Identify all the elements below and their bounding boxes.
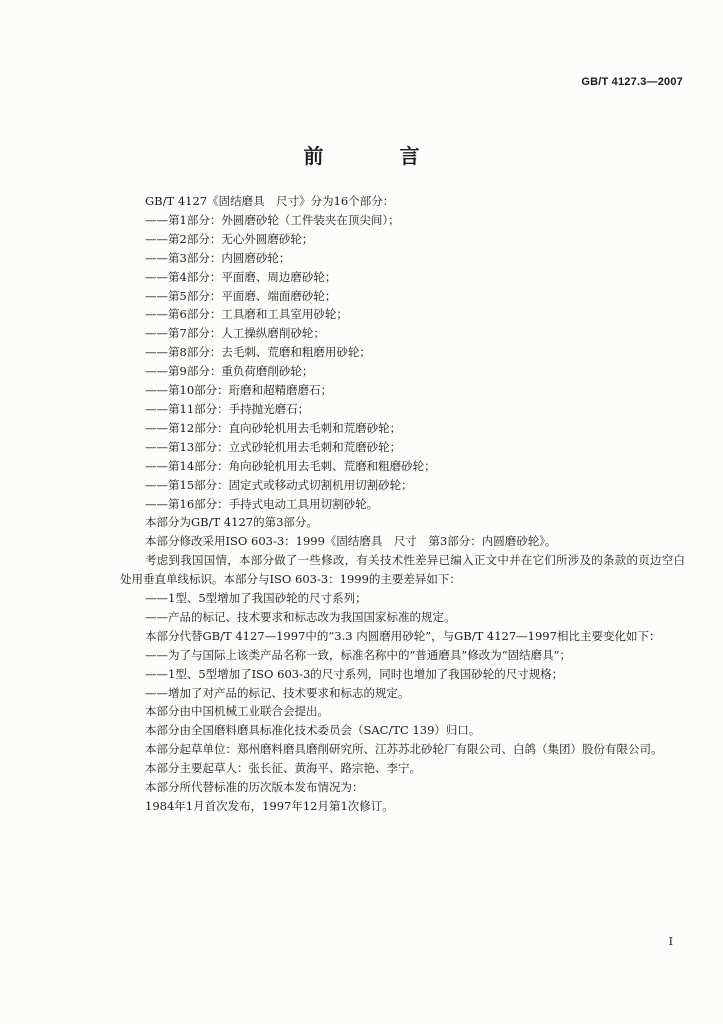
page-title: 前 言 bbox=[303, 144, 448, 168]
paragraph-history-intro: 本部分所代替标准的历次版本发布情况为： bbox=[145, 780, 364, 795]
list-item: ——第5部分：平面磨、端面磨砂轮； bbox=[145, 288, 337, 303]
paragraph-part-of: 本部分为GB/T 4127的第3部分。 bbox=[145, 515, 318, 530]
standard-code: GB/T 4127.3—2007 bbox=[581, 76, 683, 88]
paragraph-drafting-units: 本部分起草单位：郑州磨料磨具磨削研究所、江苏苏北砂轮厂有限公司、白鸽（集团）股份有限公司。 bbox=[145, 742, 663, 757]
list-item: ——第9部分：重负荷磨削砂轮； bbox=[145, 364, 314, 379]
list-item: ——第11部分：手持抛光磨石； bbox=[145, 401, 310, 416]
iso-differences-list bbox=[120, 589, 685, 627]
list-item: ——第2部分：无心外圆磨砂轮； bbox=[145, 231, 314, 246]
list-item: ——第3部分：内圆磨砂轮； bbox=[145, 250, 291, 265]
list-item: ——为了与国际上该类产品名称一致，标准名称中的“普通磨具”修改为“固结磨具”； bbox=[145, 647, 572, 662]
parts-list bbox=[120, 211, 685, 514]
paragraph-replacement: 本部分代替GB/T 4127—1997中的“3.3 内圆磨用砂轮”，与GB/T 4127—1997相比主要变化如下： bbox=[145, 628, 661, 643]
list-item: ——第10部分：珩磨和超精磨磨石； bbox=[145, 383, 333, 398]
list-item: ——1型、5型增加了ISO 603-3的尺寸系列，同时也增加了我国砂轮的尺寸规格； bbox=[145, 666, 564, 681]
changes-list bbox=[120, 646, 685, 703]
intro-paragraph: GB/T 4127《固结磨具 尺寸》分为16个部分： bbox=[145, 194, 395, 208]
paragraph-centralized-by: 本部分由全国磨料磨具标准化技术委员会（SAC/TC 139）归口。 bbox=[145, 723, 481, 738]
paragraph-considerations: 考虑到我国国情，本部分做了一些修改，有关技术性差异已编入正文中并在它们所涉及的条款的页边空白处用垂直单线标识。本部分与ISO 603-3：1999的主要差异如下： bbox=[120, 553, 685, 587]
list-item: ——第12部分：直向砂轮机用去毛刺和荒磨砂轮； bbox=[145, 420, 402, 435]
list-item: ——第14部分：角向砂轮机用去毛刺、荒磨和粗磨砂轮； bbox=[145, 458, 436, 473]
list-item: ——第1部分：外圆磨砂轮（工件装夹在顶尖间）； bbox=[145, 212, 400, 227]
list-item: ——第7部分：人工操纵磨削砂轮； bbox=[145, 326, 325, 341]
list-item: ——第6部分：工具磨和工具室用砂轮； bbox=[145, 307, 348, 322]
foreword-body bbox=[120, 192, 685, 816]
list-item: ——1型、5型增加了我国砂轮的尺寸系列； bbox=[145, 591, 367, 606]
paragraph-adoption: 本部分修改采用ISO 603-3：1999《固结磨具 尺寸 第3部分：内圆磨砂轮》。 bbox=[145, 534, 557, 549]
list-item: ——第8部分：去毛刺、荒磨和粗磨用砂轮； bbox=[145, 345, 371, 360]
list-item: ——第15部分：固定式或移动式切割机用切割砂轮； bbox=[145, 477, 413, 492]
list-item: ——第13部分：立式砂轮机用去毛刺和荒磨砂轮； bbox=[145, 439, 402, 454]
list-item: ——增加了对产品的标记、技术要求和标志的规定。 bbox=[145, 685, 410, 700]
list-item: ——第16部分：手持式电动工具用切割砂轮。 bbox=[145, 496, 379, 511]
paragraph-history: 1984年1月首次发布，1997年12月第1次修订。 bbox=[145, 799, 394, 813]
paragraph-drafters: 本部分主要起草人：张长征、黄海平、路宗艳、李宁。 bbox=[145, 761, 421, 776]
list-item: ——第4部分：平面磨、周边磨砂轮； bbox=[145, 269, 337, 284]
list-item: ——产品的标记、技术要求和标志改为我国国家标准的规定。 bbox=[145, 609, 456, 624]
paragraph-proposed-by: 本部分由中国机械工业联合会提出。 bbox=[145, 704, 329, 719]
page-number: I bbox=[668, 935, 673, 948]
